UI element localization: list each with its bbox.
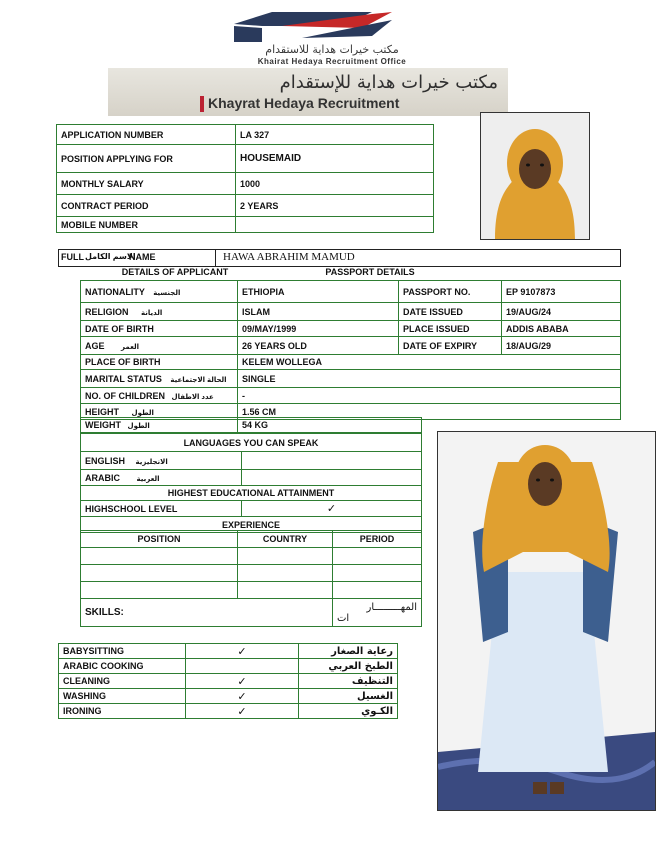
- passport-no-label: PASSPORT NO.: [399, 281, 502, 303]
- mobile-value: [236, 217, 434, 233]
- skill-name-ar: الغسيل: [299, 689, 398, 704]
- skill-name-ar: رعاية الصغار: [299, 644, 398, 659]
- marital-value: SINGLE: [238, 370, 621, 388]
- skill-row: [59, 674, 398, 689]
- marital-label: MARITAL STATUS الحالة الاجتماعية: [81, 370, 238, 388]
- full-name-value: HAWA ABRAHIM MAMUD: [223, 251, 355, 263]
- full-name-row: [58, 249, 621, 267]
- skill-name-ar: التنظيف: [299, 674, 398, 689]
- skills-table: [58, 643, 398, 719]
- details-table: [80, 280, 621, 420]
- exp-row: [81, 565, 422, 582]
- application-table: [56, 124, 434, 233]
- app-number-label: APPLICATION NUMBER: [57, 125, 236, 145]
- skill-row: [59, 644, 398, 659]
- religion-value: ISLAM: [238, 303, 399, 321]
- expiry-label: DATE OF EXPIRY: [399, 337, 502, 355]
- contract-value: 2 YEARS: [236, 195, 434, 217]
- education-check: ✓: [242, 501, 422, 517]
- dob-label: DATE OF BIRTH: [81, 321, 238, 337]
- weight-label: WEIGHT الطول: [81, 418, 238, 433]
- full-label: FULL: [61, 252, 84, 262]
- experience-title: EXPERIENCE: [81, 517, 422, 533]
- passport-heading: PASSPORT DETAILS: [325, 267, 415, 277]
- date-issued-label: DATE ISSUED: [399, 303, 502, 321]
- age-value: 26 YEARS OLD: [238, 337, 399, 355]
- skill-row: [59, 659, 398, 674]
- height-label: HEIGHT الطول: [81, 404, 238, 420]
- skill-row: [59, 704, 398, 719]
- skill-name: BABYSITTING: [59, 644, 186, 659]
- skill-check: ✓: [186, 644, 299, 659]
- languages-title: LANGUAGES YOU CAN SPEAK: [81, 434, 422, 452]
- weight-value: 54 KG: [238, 418, 422, 433]
- details-heading: DETAILS OF APPLICANT: [121, 267, 229, 277]
- contract-label: CONTRACT PERIOD: [57, 195, 236, 217]
- banner-accent: [200, 96, 204, 112]
- position-value: HOUSEMAID: [236, 145, 434, 173]
- arabic-label: ARABIC العربية: [81, 470, 242, 486]
- passport-no-value: EP 9107873: [502, 281, 621, 303]
- education-title: HIGHEST EDUCATIONAL ATTAINMENT: [81, 486, 422, 501]
- languages-table: [80, 433, 422, 533]
- skill-check: ✓: [186, 704, 299, 719]
- applicant-full-body-photo: [437, 431, 656, 811]
- skill-name-ar: الطبخ العربي: [299, 659, 398, 674]
- pob-value: KELEM WOLLEGA: [238, 355, 621, 370]
- skill-check: ✓: [186, 689, 299, 704]
- skill-check: ✓: [186, 674, 299, 689]
- arabic-value: [242, 470, 422, 486]
- skills-label-ar: المهـــــــــار ات: [333, 599, 422, 627]
- english-label: ENGLISH الانجليزية: [81, 452, 242, 470]
- skill-name: IRONING: [59, 704, 186, 719]
- place-issued-label: PLACE ISSUED: [399, 321, 502, 337]
- skill-check: [186, 659, 299, 674]
- exp-col-country: COUNTRY: [238, 531, 333, 548]
- nationality-value: ETHIOPIA: [238, 281, 399, 303]
- skill-name: ARABIC COOKING: [59, 659, 186, 674]
- banner-english: Khayrat Hedaya Recruitment: [208, 95, 400, 111]
- education-level: HIGHSCHOOL LEVEL: [81, 501, 242, 517]
- banner-arabic: مكتب خيرات هداية للإستقدام: [279, 72, 498, 93]
- salary-label: MONTHLY SALARY: [57, 173, 236, 195]
- salary-value: 1000: [236, 173, 434, 195]
- experience-table: [80, 530, 422, 627]
- skill-row: [59, 689, 398, 704]
- banner: [108, 68, 508, 116]
- pob-label: PLACE OF BIRTH: [81, 355, 238, 370]
- skill-name: CLEANING: [59, 674, 186, 689]
- nationality-label: NATIONALITY الجنسية: [81, 281, 238, 303]
- expiry-value: 18/AUG/29: [502, 337, 621, 355]
- exp-col-position: POSITION: [81, 531, 238, 548]
- exp-row: [81, 582, 422, 599]
- skills-label: SKILLS:: [81, 599, 333, 627]
- name-label: NAME: [129, 252, 156, 262]
- skill-name: WASHING: [59, 689, 186, 704]
- children-label: NO. OF CHILDREN عدد الاطفال: [81, 388, 238, 404]
- skill-name-ar: الكـوي: [299, 704, 398, 719]
- dob-value: 09/MAY/1999: [238, 321, 399, 337]
- children-value: -: [238, 388, 621, 404]
- position-label: POSITION APPLYING FOR: [57, 145, 236, 173]
- exp-row: [81, 548, 422, 565]
- logo-arabic-text: مكتب خيرات هداية للاستقدام: [265, 43, 399, 56]
- place-issued-value: ADDIS ABABA: [502, 321, 621, 337]
- exp-col-period: PERIOD: [333, 531, 422, 548]
- mobile-label: MOBILE NUMBER: [57, 217, 236, 233]
- religion-label: RELIGION الديانة: [81, 303, 238, 321]
- date-issued-value: 19/AUG/24: [502, 303, 621, 321]
- weight-table: [80, 417, 422, 433]
- logo-english-text: Khairat Hedaya Recruitment Office: [257, 57, 407, 66]
- english-value: [242, 452, 422, 470]
- app-number: LA 327: [236, 125, 434, 145]
- logo-mark-icon: [222, 6, 442, 46]
- name-label-ar: الاسم الكامل: [85, 252, 136, 261]
- age-label: AGE العمر: [81, 337, 238, 355]
- company-logo: [222, 6, 442, 64]
- height-value: 1.56 CM: [238, 404, 621, 420]
- applicant-portrait-photo: [480, 112, 590, 240]
